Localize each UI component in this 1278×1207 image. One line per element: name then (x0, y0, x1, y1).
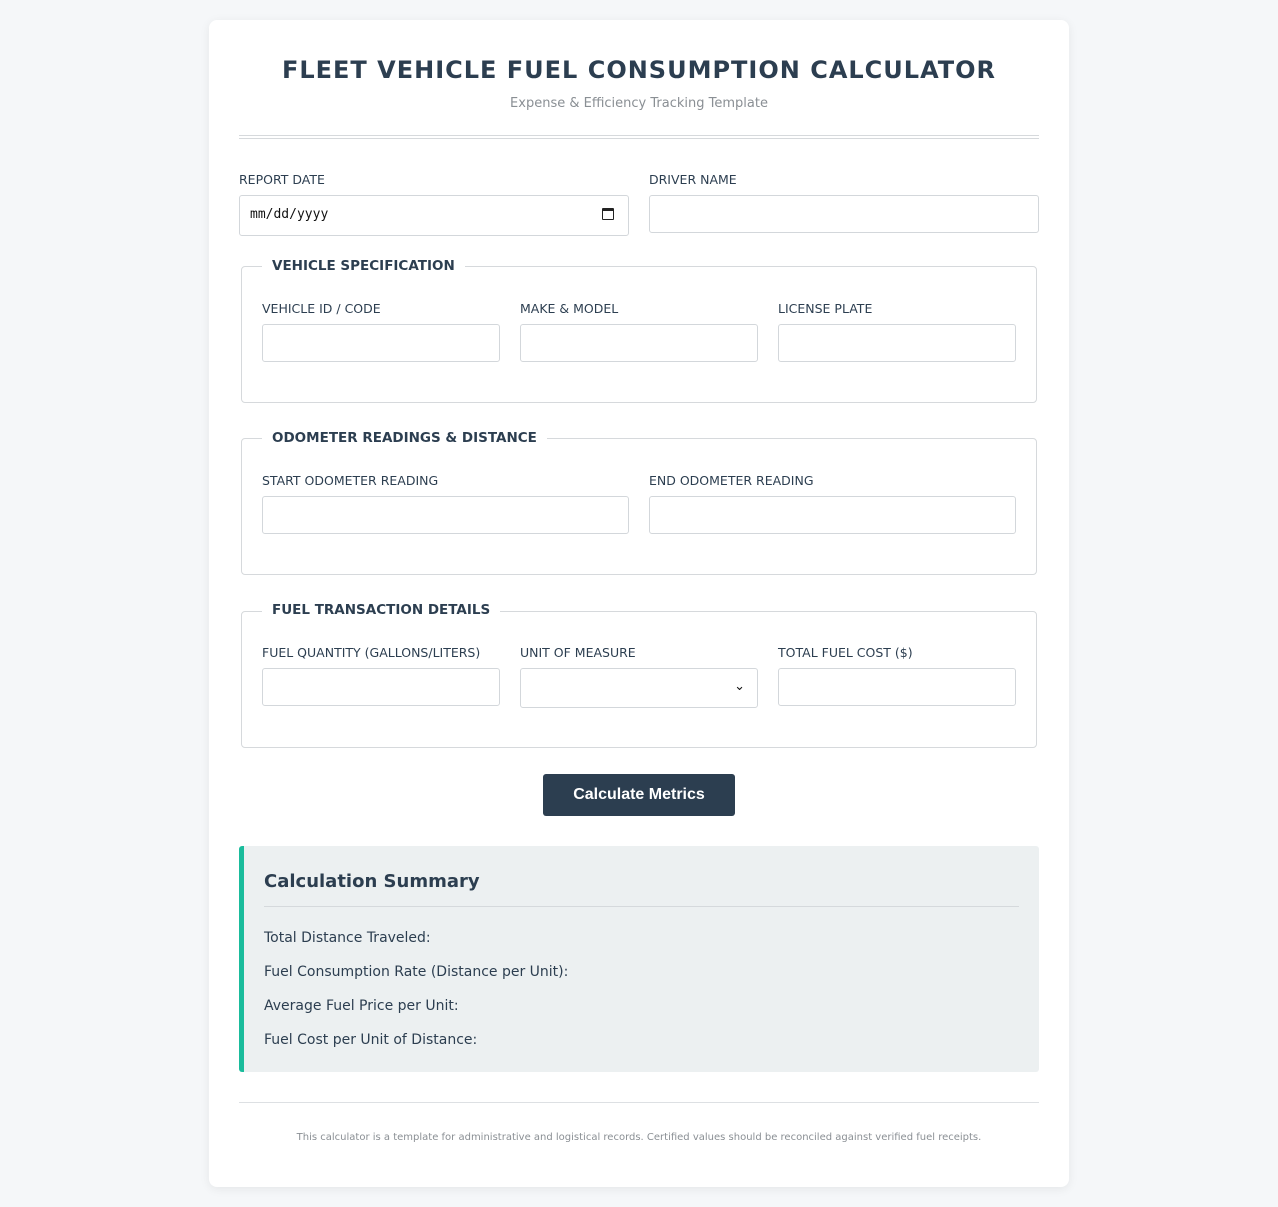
report-date-placeholder: mm/dd/yyyy (250, 207, 329, 222)
unit-of-measure-select[interactable] (520, 668, 758, 708)
odometer-legend: ODOMETER READINGS & DISTANCE (262, 430, 547, 446)
unit-of-measure-label: UNIT OF MEASURE (520, 645, 636, 660)
summary-divider (264, 906, 1019, 907)
summary-title: Calculation Summary (264, 871, 480, 892)
fuel-quantity-input[interactable] (262, 668, 500, 706)
page-subtitle: Expense & Efficiency Tracking Template (510, 96, 768, 111)
driver-name-label: DRIVER NAME (649, 172, 737, 187)
driver-name-input[interactable] (649, 195, 1039, 233)
vehicle-specification-legend: VEHICLE SPECIFICATION (262, 258, 465, 274)
fuel-transaction-legend: FUEL TRANSACTION DETAILS (262, 602, 500, 618)
calculation-summary-panel (239, 846, 1039, 1072)
license-plate-input[interactable] (778, 324, 1016, 362)
make-model-label: MAKE & MODEL (520, 301, 619, 316)
calculator-card (209, 20, 1069, 1187)
header-divider (239, 135, 1039, 139)
page-title: FLEET VEHICLE FUEL CONSUMPTION CALCULATOR (281, 56, 997, 84)
summary-row-total-distance: Total Distance Traveled: (264, 930, 431, 946)
summary-row-cost-per-distance: Fuel Cost per Unit of Distance: (264, 1032, 478, 1048)
start-odometer-input[interactable] (262, 496, 629, 534)
chevron-down-icon[interactable]: ⌄ (734, 679, 745, 694)
license-plate-label: LICENSE PLATE (778, 301, 873, 316)
vehicle-id-input[interactable] (262, 324, 500, 362)
start-odometer-label: START ODOMETER READING (262, 473, 439, 488)
report-date-input[interactable] (239, 195, 629, 236)
end-odometer-input[interactable] (649, 496, 1016, 534)
footer-disclaimer: This calculator is a template for administrative and logistical records. Certified values should be reconciled against verified fuel receipts. (296, 1132, 982, 1143)
footer-divider (239, 1102, 1039, 1103)
calculate-metrics-button[interactable]: Calculate Metrics (543, 774, 735, 816)
vehicle-id-label: VEHICLE ID / CODE (262, 301, 381, 316)
report-date-label: REPORT DATE (239, 172, 325, 187)
summary-row-consumption-rate: Fuel Consumption Rate (Distance per Unit): (264, 964, 569, 980)
calendar-icon[interactable] (602, 208, 614, 220)
fuel-quantity-label: FUEL QUANTITY (GALLONS/LITERS) (262, 645, 481, 660)
total-fuel-cost-input[interactable] (778, 668, 1016, 706)
make-model-input[interactable] (520, 324, 758, 362)
summary-row-average-price: Average Fuel Price per Unit: (264, 998, 459, 1014)
total-fuel-cost-label: TOTAL FUEL COST ($) (778, 645, 913, 660)
end-odometer-label: END ODOMETER READING (649, 473, 814, 488)
